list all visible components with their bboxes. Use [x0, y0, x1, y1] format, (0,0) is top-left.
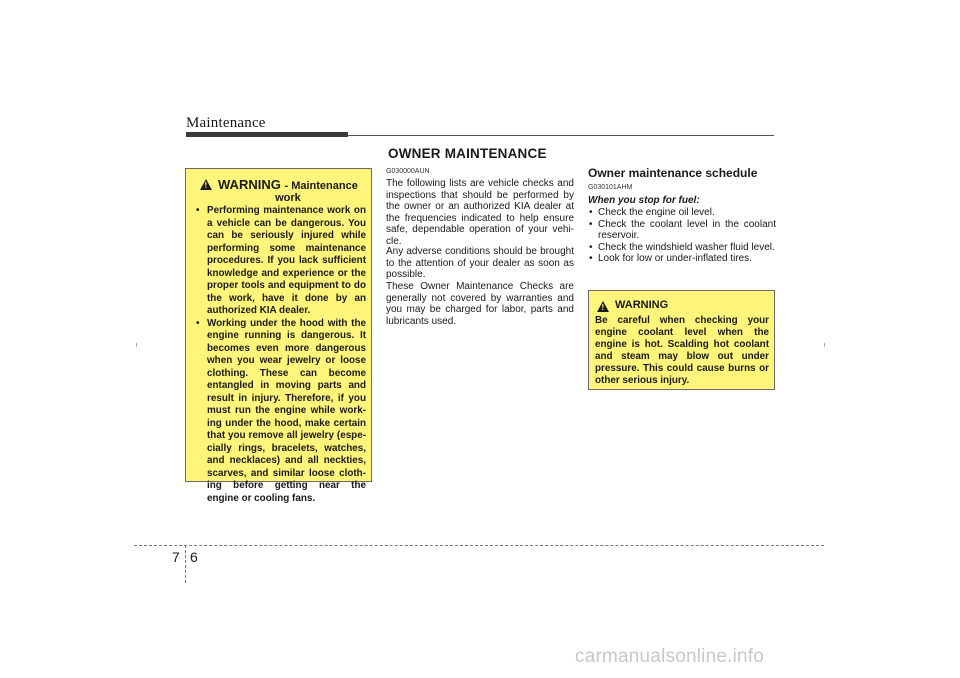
list-item: • Check the windshield washer fluid level.	[589, 241, 775, 253]
crop-mark	[136, 343, 137, 347]
paragraph: These Owner Maintenance Checks are generally not covered by warranties and you may be charged for labor, parts and lubricants used.	[386, 281, 574, 327]
schedule-list	[588, 207, 776, 265]
warning-triangle-icon: !	[200, 179, 212, 190]
section-title: OWNER MAINTENANCE	[388, 146, 547, 161]
schedule-heading: Owner maintenance schedule	[588, 166, 758, 180]
warning-body: Be careful when checking your engine coolant level when the engine is hot. Scalding hot coolant and steam may blow out under pressure. This could cause burns or other serious injury.	[595, 315, 769, 386]
list-item: • Check the engine oil level.	[589, 207, 715, 218]
warning-label: WARNING	[218, 177, 281, 192]
page-number: 6	[190, 549, 198, 565]
warning-label: WARNING	[615, 299, 669, 311]
schedule-subheading: When you stop for fuel:	[588, 195, 700, 206]
chapter-number: 7	[172, 549, 180, 565]
warning-triangle-icon: !	[597, 301, 609, 312]
warning-header	[597, 299, 668, 312]
coolant-warning-box	[588, 290, 775, 390]
list-item: • Check the coolant level in the coolant reservoir.	[589, 218, 776, 241]
footer-rule	[134, 545, 824, 546]
warning-subject: - Maintenance	[284, 180, 358, 192]
crop-mark	[824, 343, 825, 347]
list-item: • Performing maintenance work on a vehicle can be dangerous. You can be seriously injured while performing some maintenance procedures. If you lack sufficient knowledge and experience or the proper tools and equipment to do the work, have it done by an authorized KIA dealer.	[196, 205, 366, 316]
paragraph: The following lists are vehicle checks and inspections that should be performed by the owner or an authorized KIA dealer at the frequencies indicated to help ensure safe, dependable operation of your vehi-cle.	[386, 178, 574, 247]
paragraph: Any adverse conditions should be brought to the attention of your dealer as soon as possible.	[386, 246, 574, 280]
warning-header	[200, 177, 365, 204]
page-header-title: Maintenance	[186, 115, 266, 131]
reference-code: G030000AUN	[386, 168, 430, 175]
maintenance-warning-box	[185, 168, 372, 504]
list-item: • Look for low or under-inflated tires.	[589, 253, 752, 264]
list-item: • Working under the hood with the engine running is dangerous. It becomes even more dangerous when you wear jewelry or loose clothing. These can become entangled in moving parts and result in injury. Therefore, if you must run the engine while work-ing under the hood, make certain that you remove all jewelry (espe-cially rings, bracelets, watches, and necklaces) and all neckties, scarves, and similar loose cloth-ing before getting near the engine or cooling fans.	[196, 317, 366, 504]
footer-divider	[185, 545, 186, 583]
warning-list	[194, 205, 366, 505]
warning-subject-cont: work	[275, 192, 301, 204]
reference-code: G030101AHM	[588, 184, 633, 191]
watermark: carmanualsonline.info	[575, 646, 765, 667]
header-rule-dark	[186, 132, 348, 137]
header-rule-line	[348, 135, 774, 136]
